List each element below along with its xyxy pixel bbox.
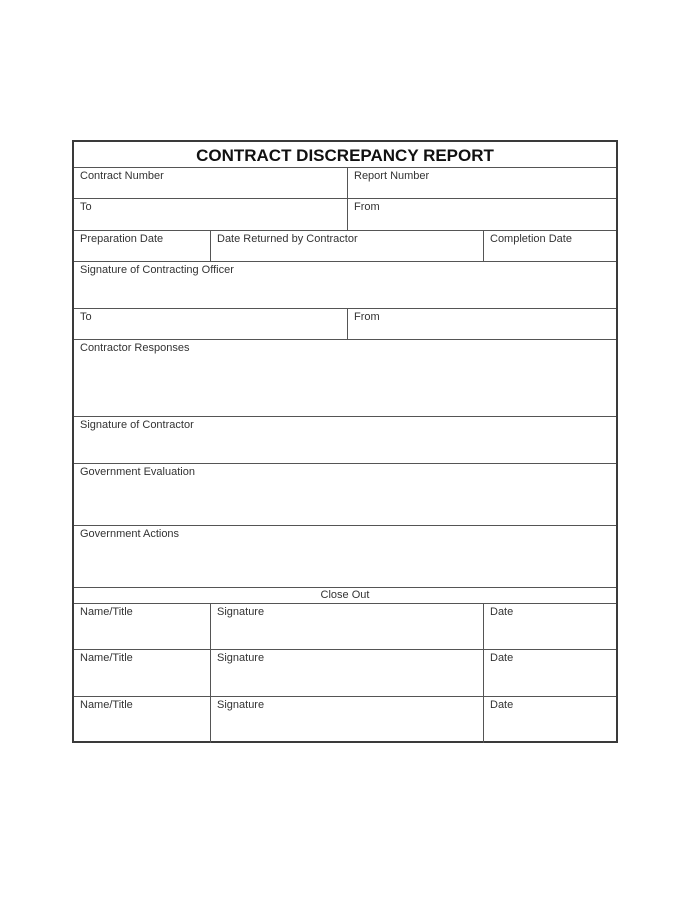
- government-actions-field[interactable]: [74, 526, 616, 587]
- row-dates: [74, 230, 616, 262]
- row-signature-officer: [74, 261, 616, 308]
- row-contract-report: [74, 167, 616, 199]
- name-title-field[interactable]: [74, 650, 210, 696]
- row-to-from-2: [74, 308, 616, 340]
- completion-date-field[interactable]: [483, 231, 616, 262]
- signature-label: Signature: [217, 606, 265, 618]
- signature-contracting-officer-label: Signature of Contracting Officer: [80, 264, 234, 276]
- government-evaluation-field[interactable]: [74, 464, 616, 525]
- name-title-field[interactable]: [74, 697, 210, 743]
- signature-label: Signature: [217, 699, 265, 711]
- completion-date-label: Completion Date: [490, 233, 572, 245]
- signature-field[interactable]: [210, 604, 483, 650]
- preparation-date-label: Preparation Date: [80, 233, 164, 245]
- signoff-row: [74, 696, 616, 743]
- contractor-responses-field[interactable]: [74, 340, 616, 416]
- government-actions-label: Government Actions: [80, 528, 180, 540]
- to-label: To: [80, 311, 92, 323]
- name-title-label: Name/Title: [80, 606, 133, 618]
- name-title-field[interactable]: [74, 604, 210, 650]
- to-field-1[interactable]: [74, 199, 347, 230]
- date-field[interactable]: [483, 697, 616, 743]
- signature-contractor-label: Signature of Contractor: [80, 419, 194, 431]
- contract-number-label: Contract Number: [80, 170, 164, 182]
- signature-contractor-field[interactable]: [74, 417, 616, 463]
- contract-discrepancy-form: [72, 140, 618, 743]
- date-returned-label: Date Returned by Contractor: [217, 233, 358, 245]
- to-field-2[interactable]: [74, 309, 347, 340]
- from-label: From: [354, 311, 380, 323]
- date-label: Date: [490, 699, 514, 711]
- preparation-date-field[interactable]: [74, 231, 210, 262]
- close-out-header: Close Out: [320, 589, 370, 601]
- to-label: To: [80, 201, 92, 213]
- row-signature-contractor: [74, 416, 616, 463]
- contract-number-field[interactable]: [74, 168, 347, 199]
- date-field[interactable]: [483, 650, 616, 696]
- signature-contracting-officer-field[interactable]: [74, 262, 616, 308]
- row-close-out-header: [74, 587, 616, 603]
- from-field-1[interactable]: [347, 199, 616, 230]
- row-contractor-responses: [74, 339, 616, 416]
- row-government-evaluation: [74, 463, 616, 525]
- government-evaluation-label: Government Evaluation: [80, 466, 195, 478]
- date-label: Date: [490, 606, 514, 618]
- date-returned-field[interactable]: [210, 231, 483, 262]
- date-field[interactable]: [483, 604, 616, 650]
- report-number-field[interactable]: [347, 168, 616, 199]
- signature-field[interactable]: [210, 650, 483, 696]
- name-title-label: Name/Title: [80, 652, 133, 664]
- from-field-2[interactable]: [347, 309, 616, 340]
- row-government-actions: [74, 525, 616, 587]
- signoff-row: [74, 649, 616, 696]
- date-label: Date: [490, 652, 514, 664]
- signature-field[interactable]: [210, 697, 483, 743]
- signature-label: Signature: [217, 652, 265, 664]
- contractor-responses-label: Contractor Responses: [80, 342, 190, 354]
- report-number-label: Report Number: [354, 170, 430, 182]
- from-label: From: [354, 201, 380, 213]
- signoff-row: [74, 603, 616, 650]
- form-title: CONTRACT DISCREPANCY REPORT: [196, 146, 494, 165]
- row-to-from-1: [74, 198, 616, 230]
- name-title-label: Name/Title: [80, 699, 133, 711]
